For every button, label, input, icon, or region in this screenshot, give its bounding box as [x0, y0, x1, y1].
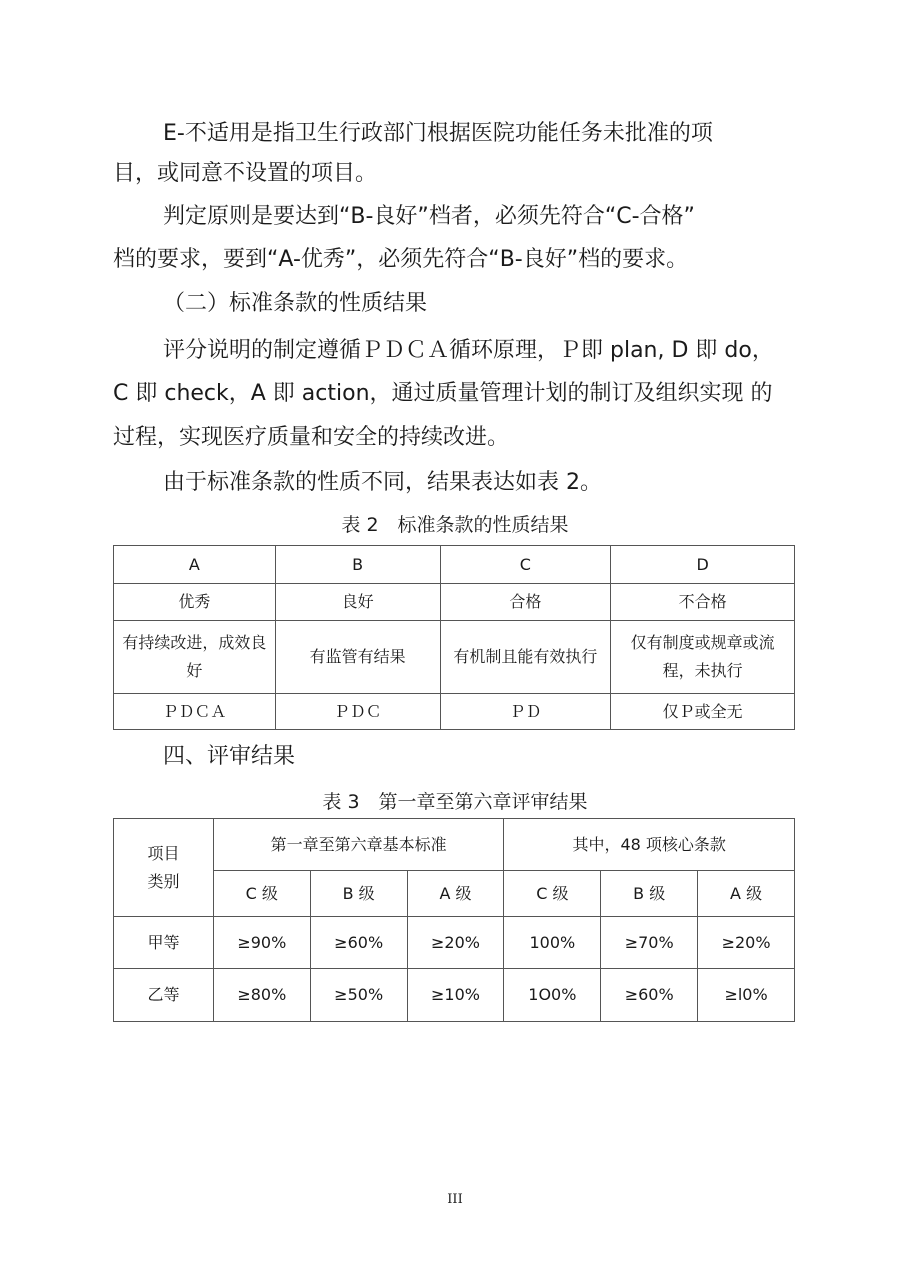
table-group-header: 其中，48 项核心条款: [504, 819, 795, 871]
table-cell: 有机制且能有效执行: [440, 621, 611, 694]
paragraph-e-line-1: E-不适用是指卫生行政部门根据医院功能任务未批准的项: [163, 121, 713, 146]
table-cell: ≥60%: [601, 969, 698, 1022]
table-cell: C: [440, 546, 611, 584]
table-row: [114, 694, 795, 730]
table-row: [114, 621, 795, 694]
section-four-heading: 四、评审结果: [163, 744, 296, 769]
table-cell: ＰＤ: [440, 694, 611, 730]
paragraph-pdca-line-1: 评分说明的制定遵循ＰＤＣＡ循环原理，Ｐ即 plan, D 即 do，: [163, 338, 774, 363]
paragraph-pdca-line-3: 过程，实现医疗质量和安全的持续改进。: [113, 425, 510, 450]
table-cell: 仅Ｐ或全无: [611, 694, 795, 730]
table-cell: 仅有制度或规章或流程，未执行: [611, 621, 795, 694]
table-sub-header: B 级: [601, 871, 698, 917]
table-row: [114, 871, 795, 917]
table-cell: ≥80%: [213, 969, 310, 1022]
section-two-heading: （二）标准条款的性质结果: [163, 291, 428, 316]
table-sub-header: C 级: [213, 871, 310, 917]
table-sub-header: C 级: [504, 871, 601, 917]
table-cell: ≥60%: [310, 917, 407, 969]
table-cell: ＰＤＣ: [275, 694, 440, 730]
table-sub-header: A 级: [407, 871, 504, 917]
table3-caption: 表 3 第一章至第六章评审结果: [322, 791, 588, 813]
table-cell: ≥20%: [407, 917, 504, 969]
table-row: [114, 917, 795, 969]
paragraph-table-intro: 由于标准条款的性质不同，结果表达如表 2。: [163, 470, 602, 495]
table-corner-label: 项目类别: [114, 819, 214, 917]
table-cell: 合格: [440, 584, 611, 621]
paragraph-rule-line-2: 档的要求，要到“A-优秀”，必须先符合“B-良好”档的要求。: [113, 247, 689, 272]
table2: [113, 545, 795, 730]
table-sub-header: A 级: [698, 871, 795, 917]
table-cell: 有持续改进，成效良好: [114, 621, 276, 694]
table-row-label: 乙等: [114, 969, 214, 1022]
table-cell: 良好: [275, 584, 440, 621]
table-cell: ≥l0%: [698, 969, 795, 1022]
table-cell: 100%: [504, 917, 601, 969]
table-cell: ≥70%: [601, 917, 698, 969]
table-group-header: 第一章至第六章基本标准: [213, 819, 504, 871]
table-cell: ≥50%: [310, 969, 407, 1022]
table-row-label: 甲等: [114, 917, 214, 969]
table-sub-header: B 级: [310, 871, 407, 917]
table-cell: B: [275, 546, 440, 584]
table-cell: ≥10%: [407, 969, 504, 1022]
table-row: [114, 546, 795, 584]
table-cell: 不合格: [611, 584, 795, 621]
paragraph-e-line-2: 目，或同意不设置的项目。: [113, 161, 378, 186]
table-cell: ≥20%: [698, 917, 795, 969]
table-cell: 有监管有结果: [275, 621, 440, 694]
page-number: III: [447, 1192, 463, 1207]
table-cell: ≥90%: [213, 917, 310, 969]
table3: [113, 818, 795, 1022]
table-cell: ＰＤＣＡ: [114, 694, 276, 730]
table-cell: 优秀: [114, 584, 276, 621]
table-cell: D: [611, 546, 795, 584]
paragraph-rule-line-1: 判定原则是要达到“B-良好”档者，必须先符合“C-合格”: [163, 204, 695, 229]
table-cell: 1O0%: [504, 969, 601, 1022]
table-cell: A: [114, 546, 276, 584]
paragraph-pdca-line-2: C 即 check，A 即 action，通过质量管理计划的制订及组织实现 的: [113, 381, 773, 406]
table-row: [114, 819, 795, 871]
table-row: [114, 584, 795, 621]
table-row: [114, 969, 795, 1022]
table2-caption: 表 2 标准条款的性质结果: [341, 514, 569, 536]
